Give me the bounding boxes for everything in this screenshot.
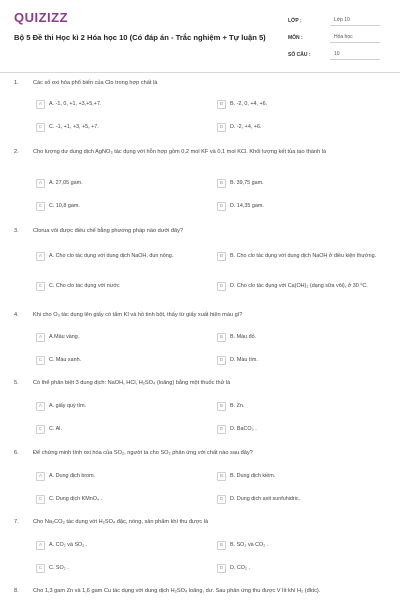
question-text: Cho 1,3 gam Zn và 1,6 gam Cu tác dụng với dung dịch H₂SO₄ loãng, dư. Sau phản ứng thu được V lít khí H₂ (đktc). (33, 588, 321, 594)
option-d[interactable] (217, 423, 380, 435)
document-header (0, 0, 400, 72)
option-text: C. 10,8 gam. (49, 202, 80, 209)
option-letter: B (217, 100, 226, 109)
option-text: B. 39,75 gam. (230, 179, 264, 186)
question-number: 1. (14, 80, 19, 86)
option-c[interactable] (36, 493, 199, 505)
option-b[interactable] (217, 331, 380, 343)
option-text: D. BaCO₃ . (230, 425, 257, 432)
option-letter: D (217, 564, 226, 573)
header-divider (0, 72, 400, 73)
option-letter: C (36, 202, 45, 211)
option-text: A. Dung dịch brom. (49, 472, 96, 479)
option-b[interactable] (217, 246, 380, 266)
option-a[interactable] (36, 331, 199, 343)
option-c[interactable] (36, 276, 199, 296)
option-letter: C (36, 425, 45, 434)
option-text: A.Màu vàng. (49, 333, 80, 340)
option-text: A. -1, 0, +1, +3,+5,+7. (49, 100, 102, 107)
question-number: 6. (14, 450, 19, 456)
option-text: C. -1, +1, +3, +5, +7. (49, 123, 99, 130)
option-letter: C (36, 356, 45, 365)
meta-subject-value: Hóa học (330, 32, 380, 43)
option-b[interactable] (217, 177, 380, 189)
option-text: A. 27,05 gam. (49, 179, 83, 186)
option-b[interactable] (217, 539, 380, 551)
option-letter: B (217, 333, 226, 342)
option-letter: A (36, 333, 45, 342)
option-d[interactable] (217, 562, 380, 574)
question-text: Có thể phân biệt 3 dung dịch: NaOH, HCl, H₂SO₄ (loãng) bằng một thuốc thử là (33, 380, 231, 386)
option-b[interactable] (217, 470, 380, 482)
option-text: B. Zn. (230, 402, 245, 409)
option-a[interactable] (36, 539, 199, 551)
question-number: 2. (14, 149, 19, 155)
option-text: C. Al. (49, 425, 62, 432)
question-text: Khi cho O₃ tác dụng lên giấy có tẩm KI và hồ tinh bột, thấy từ giấy xuất hiện màu gì? (33, 312, 243, 318)
option-c[interactable] (36, 354, 199, 366)
question-text: Cho Na₂CO₃ tác dụng với H₂SO₄ đặc, nóng, sản phẩm khí thu được là (33, 519, 209, 525)
question-number: 7. (14, 519, 19, 525)
option-letter: D (217, 495, 226, 504)
option-d[interactable] (217, 276, 380, 296)
option-text: B. -2, 0, +4, +6. (230, 100, 268, 107)
option-letter: B (217, 472, 226, 481)
option-letter: D (217, 202, 226, 211)
option-text: D. 14,35 gam. (230, 202, 264, 209)
option-c[interactable] (36, 200, 199, 212)
option-letter: A (36, 179, 45, 188)
option-text: B. Cho clo tác dụng với dung dịch NaOH ở điều kiện thường. (230, 252, 377, 259)
question-number: 3. (14, 228, 19, 234)
option-a[interactable] (36, 98, 199, 110)
option-letter: C (36, 564, 45, 573)
option-c[interactable] (36, 562, 199, 574)
option-a[interactable] (36, 246, 199, 266)
question-text: Để chứng minh tính oxi hóa của SO₂, người ta cho SO₂ phản ứng với chất nào sau đây? (33, 450, 253, 456)
option-text: B. SO₂ và CO₂ . (230, 541, 269, 548)
option-text: C. SO₂ . (49, 564, 69, 571)
meta-subject-label: MÔN : (288, 34, 303, 41)
option-letter: C (36, 495, 45, 504)
question-number: 8. (14, 588, 19, 594)
option-letter: A (36, 541, 45, 550)
option-letter: D (217, 356, 226, 365)
option-d[interactable] (217, 354, 380, 366)
meta-count-row (288, 46, 390, 63)
option-c[interactable] (36, 121, 199, 133)
meta-panel (288, 12, 390, 63)
option-text: D. CO₂ . (230, 564, 251, 571)
option-d[interactable] (217, 493, 380, 505)
option-letter: D (217, 282, 226, 291)
option-text: C. Màu xanh. (49, 356, 82, 363)
option-d[interactable] (217, 121, 380, 133)
option-text: D. Màu tím. (230, 356, 258, 363)
option-text: A. Cho clo tác dụng với dung dịch NaOH, đun nóng. (49, 252, 174, 259)
option-text: A. giấy quỳ tím. (49, 402, 87, 409)
meta-class-label: LỚP : (288, 17, 302, 24)
option-letter: A (36, 472, 45, 481)
question-number: 4. (14, 312, 19, 318)
option-letter: A (36, 252, 45, 261)
option-d[interactable] (217, 200, 380, 212)
quizizz-logo: QUIZIZZ (14, 10, 69, 25)
option-letter: C (36, 282, 45, 291)
question-text: Clorua vôi được điều chế bằng phương pháp nào dưới đây? (33, 228, 184, 234)
option-text: C. Cho clo tác dụng với nước (49, 282, 120, 289)
question-text: Cho lượng dư dung dịch AgNO₃ tác dụng với hỗn hợp gồm 0,2 mol KF và 0,1 mol KCl. Khối lượng kết tủa tạo thành là (33, 149, 327, 155)
document-title: Bộ 5 Đề thi Học kì 2 Hóa học 10 (Có đáp án - Trắc nghiệm + Tự luận 5) (14, 33, 266, 42)
option-letter: B (217, 402, 226, 411)
option-text: D. Cho clo tác dụng với Ca(OH)₂ (dạng sữa vôi), ở 30 °C. (230, 282, 368, 289)
option-letter: B (217, 541, 226, 550)
question-number: 5. (14, 380, 19, 386)
meta-class-value: Lớp 10 (330, 15, 380, 26)
option-letter: B (217, 252, 226, 261)
option-b[interactable] (217, 400, 380, 412)
option-text: D. Dung dịch axit sunfuhidric. (230, 495, 301, 502)
option-text: D. -2, +4, +6. (230, 123, 262, 130)
option-a[interactable] (36, 400, 199, 412)
option-a[interactable] (36, 470, 199, 482)
option-text: A. CO₂ và SO₂ . (49, 541, 88, 548)
meta-count-value: 10 (330, 49, 380, 60)
meta-count-label: SỐ CÂU : (288, 51, 311, 58)
option-letter: C (36, 123, 45, 132)
option-letter: D (217, 425, 226, 434)
question-text: Các số oxi hóa phổ biến của Clo trong hợp chất là (33, 80, 158, 86)
option-b[interactable] (217, 98, 380, 110)
meta-subject-row (288, 29, 390, 46)
option-text: C. Dung dịch KMnO₄ . (49, 495, 103, 502)
option-c[interactable] (36, 423, 199, 435)
option-text: B. Dung dịch kiềm. (230, 472, 276, 479)
option-letter: D (217, 123, 226, 132)
option-text: B. Màu đỏ. (230, 333, 257, 340)
meta-class-row (288, 12, 390, 29)
option-letter: B (217, 179, 226, 188)
option-letter: A (36, 402, 45, 411)
option-a[interactable] (36, 177, 199, 189)
option-letter: A (36, 100, 45, 109)
